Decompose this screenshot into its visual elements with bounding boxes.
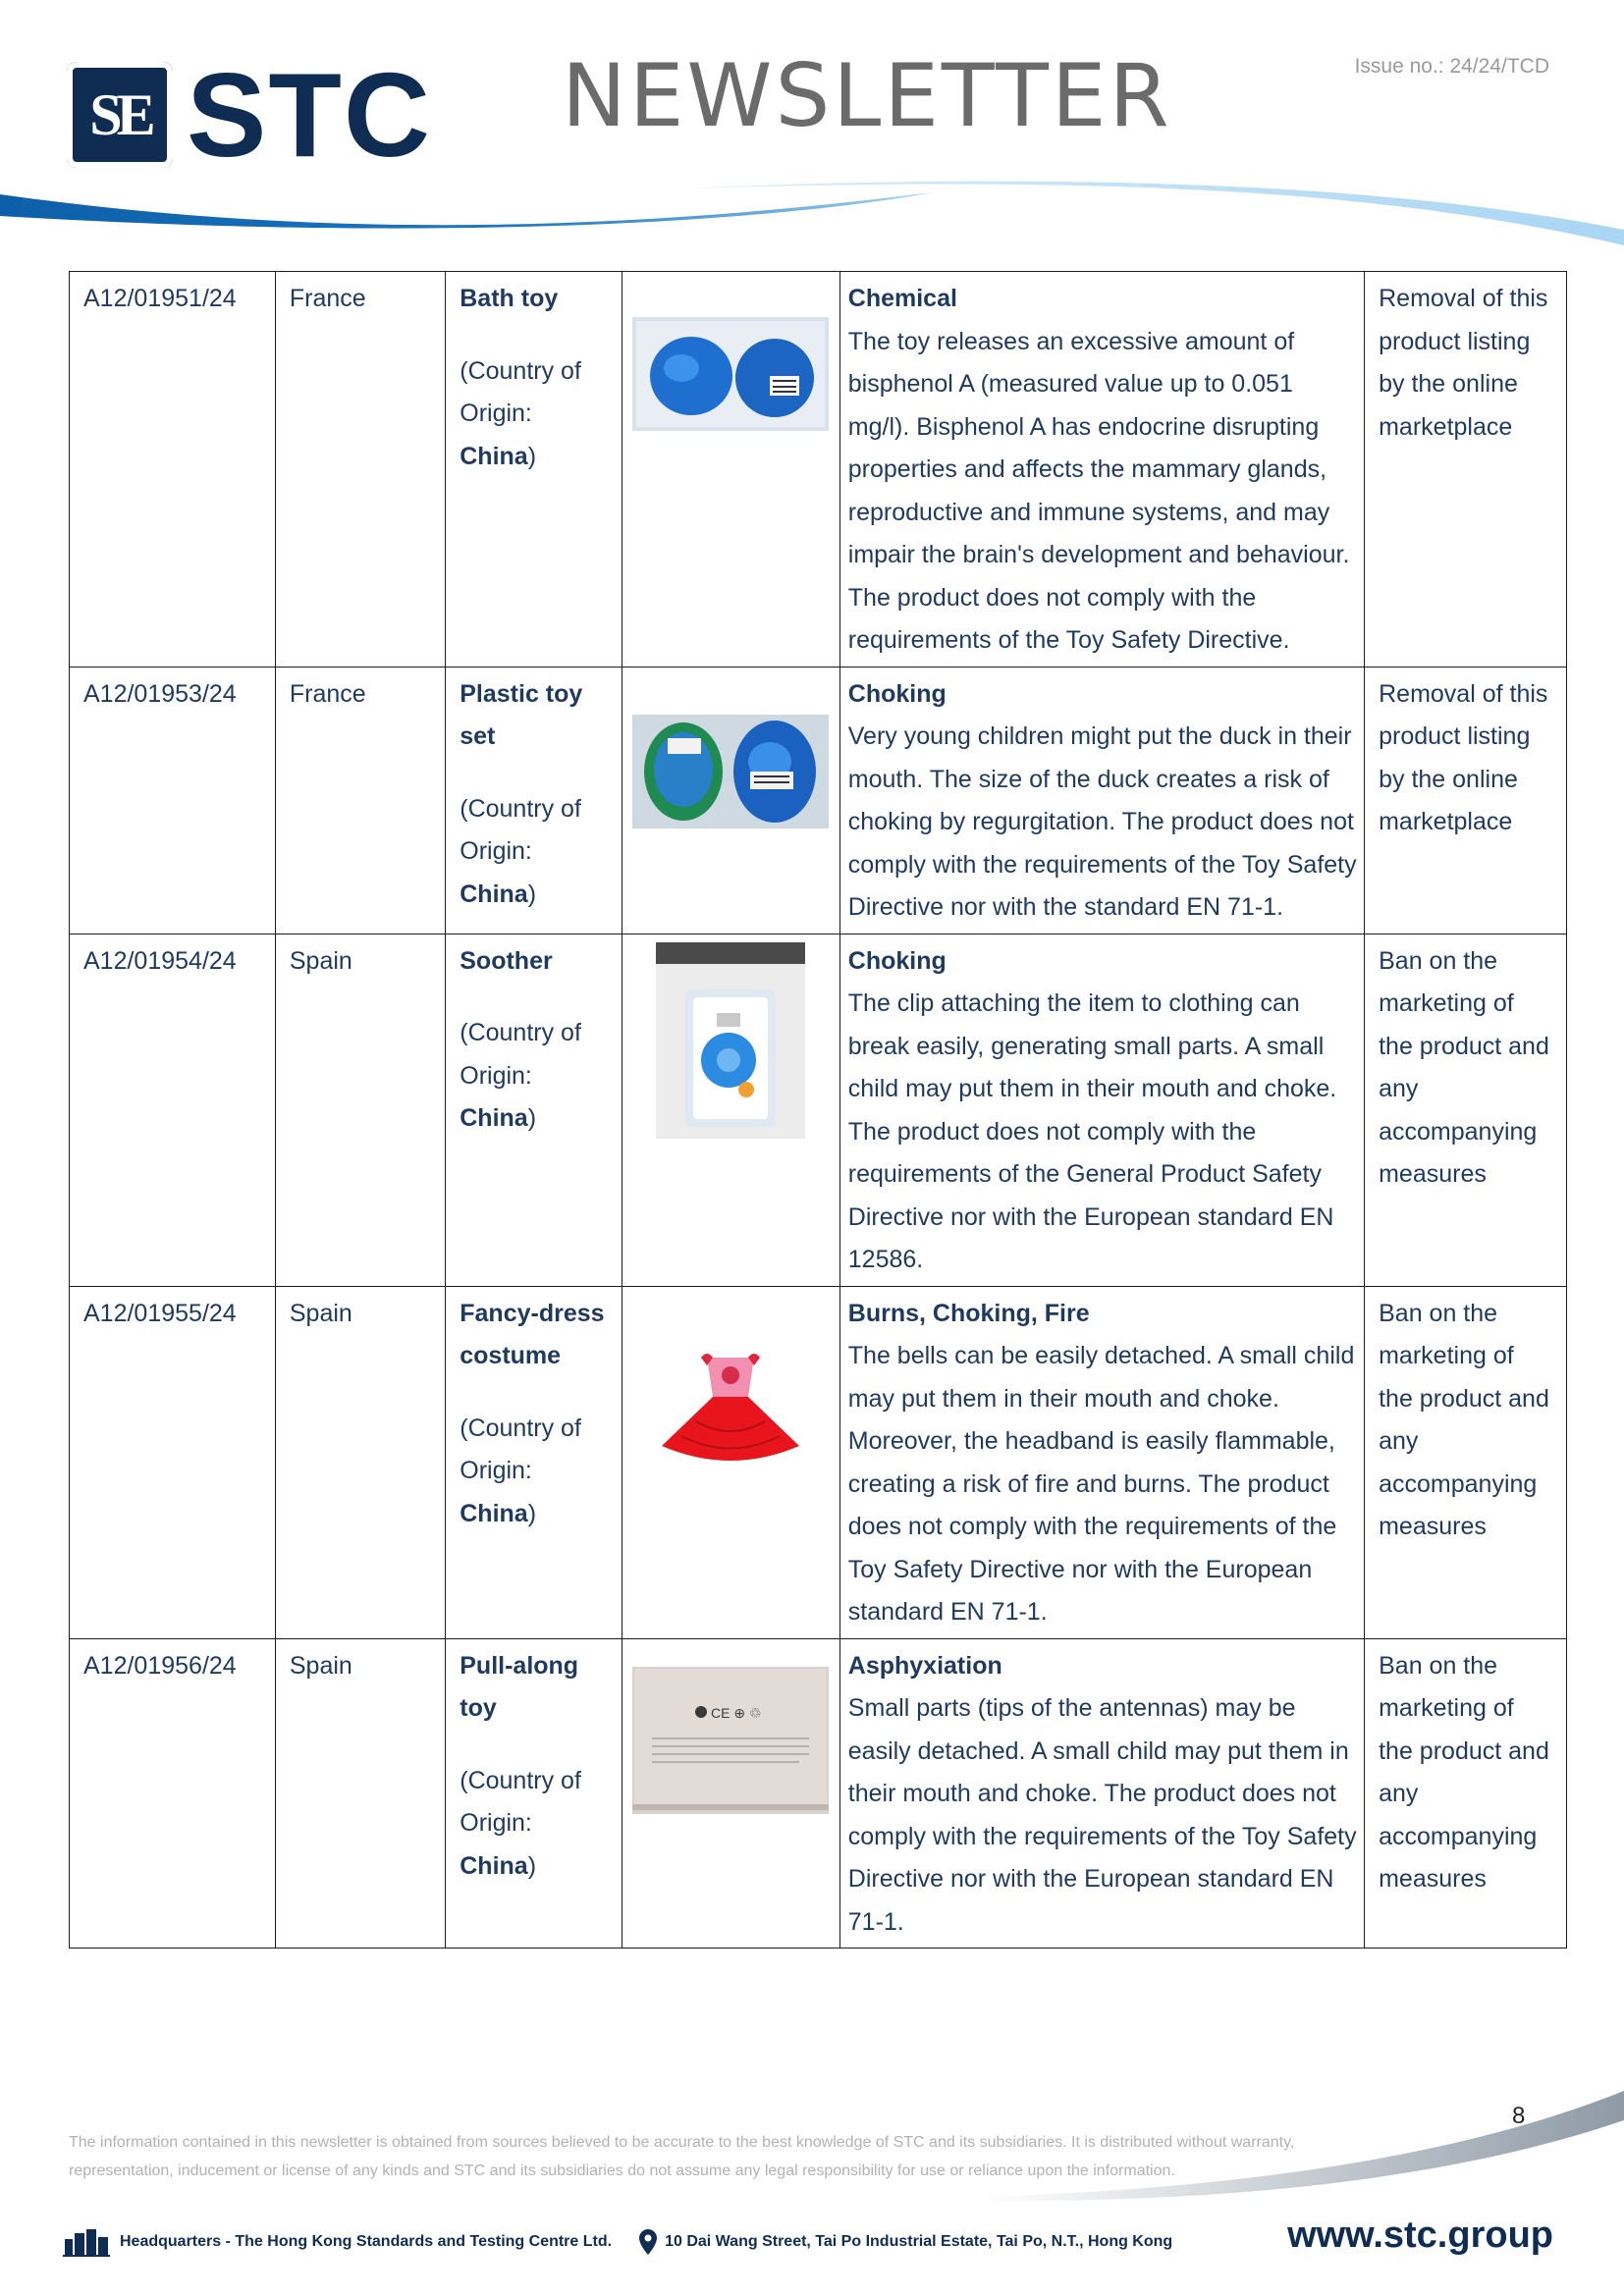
- address-text: 10 Dai Wang Street, Tai Po Industrial Estate, Tai Po, N.T., Hong Kong: [665, 2233, 1173, 2250]
- building-icon: [63, 2227, 110, 2257]
- origin-close: ): [527, 1851, 537, 1880]
- table-row: [70, 667, 1567, 934]
- product-name: Plastic toy set: [460, 679, 583, 750]
- product-cell: [446, 1286, 622, 1638]
- measures-taken: Ban on the marketing of the product and any accompanying measures: [1365, 1286, 1567, 1638]
- notifying-country: France: [275, 272, 445, 667]
- photo-cell: [622, 667, 839, 934]
- risk-type: Asphyxiation: [847, 1651, 1002, 1680]
- reference-number: A12/01955/24: [70, 1286, 276, 1638]
- measures-taken: Removal of this product listing by the online marketplace: [1365, 272, 1567, 667]
- product-cell: [446, 1638, 622, 1949]
- measures-taken: Ban on the marketing of the product and any accompanying measures: [1365, 1638, 1567, 1949]
- red-tutu-dress-photo-icon: [652, 1348, 809, 1475]
- table-row: [70, 1638, 1567, 1949]
- measures-taken: Removal of this product listing by the online marketplace: [1365, 667, 1567, 934]
- soother-clip-package-photo-icon: [656, 942, 805, 1139]
- reference-number: A12/01951/24: [70, 272, 276, 667]
- logo-wordmark: STC: [187, 48, 432, 182]
- pull-along-toy-label-photo-icon: [632, 1667, 829, 1814]
- table-row: [70, 272, 1567, 667]
- reference-number: A12/01956/24: [70, 1638, 276, 1949]
- stc-logo-mark-icon: [67, 62, 173, 168]
- origin-country: China: [460, 880, 528, 908]
- table-row: [70, 934, 1567, 1286]
- origin-close: ): [527, 442, 537, 470]
- origin-country: China: [460, 1499, 528, 1527]
- product-name: Fancy-dress costume: [460, 1299, 605, 1369]
- risk-type: Choking: [847, 679, 947, 708]
- reference-number: A12/01954/24: [70, 934, 276, 1286]
- headquarters-text: Headquarters - The Hong Kong Standards and Testing Centre Ltd.: [120, 2233, 613, 2250]
- origin-country: China: [460, 1851, 528, 1880]
- origin-label: (Country of Origin:: [460, 1766, 581, 1837]
- risk-cell: [839, 1638, 1364, 1949]
- page-number: 8: [1512, 2103, 1526, 2129]
- risk-cell: [839, 667, 1364, 934]
- product-cell: [446, 667, 622, 934]
- risk-type: Chemical: [847, 285, 957, 312]
- risk-cell: [839, 934, 1364, 1286]
- origin-label: (Country of Origin:: [460, 794, 581, 865]
- product-cell: [446, 272, 622, 667]
- location-pin-icon: [639, 2229, 657, 2255]
- measures-taken: Ban on the marketing of the product and any accompanying measures: [1365, 934, 1567, 1286]
- risk-cell: [839, 1286, 1364, 1638]
- svg-text:CE ⊕ ♲: CE ⊕ ♲: [711, 1704, 762, 1721]
- reference-number: A12/01953/24: [70, 667, 276, 934]
- issue-number: Issue no.: 24/24/TCD: [1354, 55, 1549, 78]
- photo-cell: [622, 272, 839, 667]
- notifying-country: Spain: [275, 1286, 445, 1638]
- photo-cell: [622, 1286, 839, 1638]
- origin-label: (Country of Origin:: [460, 356, 581, 427]
- risk-type: Burns, Choking, Fire: [847, 1299, 1090, 1327]
- origin-close: ): [527, 1104, 537, 1132]
- logo-mark-letters: SE: [89, 82, 150, 147]
- table-row: [70, 1286, 1567, 1638]
- plastic-toy-set-bags-photo-icon: [632, 715, 829, 828]
- notifying-country: France: [275, 667, 445, 934]
- photo-cell: [622, 1638, 839, 1949]
- notifying-country: Spain: [275, 1638, 445, 1949]
- notifying-country: Spain: [275, 934, 445, 1286]
- blue-bath-toy-packets-photo-icon: [632, 317, 829, 431]
- risk-description: The clip attaching the item to clothing can break easily, generating small parts. A small child may put them in their mouth and choke. The product does not comply with the requirements of the General Product Safety Directive nor with the European standard EN 12586.: [847, 989, 1337, 1273]
- photo-cell: [622, 934, 839, 1286]
- risk-type: Choking: [847, 946, 947, 975]
- risk-description: Small parts (tips of the antennas) may be easily detached. A small child may put them in their mouth and choke. The product does not comply with the requirements of the Toy Safety Directive nor with the European standard EN 71-1.: [847, 1694, 1357, 1936]
- newsletter-title: NEWSLETTER: [562, 45, 1172, 146]
- product-name: Pull-along toy: [460, 1651, 579, 1722]
- website-link[interactable]: www.stc.group: [1287, 2215, 1553, 2256]
- origin-country: China: [460, 442, 528, 470]
- recall-table: [69, 271, 1567, 1949]
- risk-description: The bells can be easily detached. A small child may put them in their mouth and choke. Moreover, the headband is easily flammable, creating a risk of fire and burns. The product does not comply with the requirements of the Toy Safety Directive nor with the European standard EN 71-1.: [847, 1342, 1355, 1626]
- origin-close: ): [527, 1499, 537, 1527]
- stc-logo: [67, 48, 432, 182]
- origin-close: ): [527, 880, 537, 908]
- header-swoosh-decoration: [0, 177, 1624, 255]
- origin-country: China: [460, 1104, 528, 1132]
- product-name: Bath toy: [460, 285, 559, 312]
- risk-cell: [839, 272, 1364, 667]
- product-name: Soother: [460, 946, 553, 975]
- product-cell: [446, 934, 622, 1286]
- risk-description: The toy releases an excessive amount of bisphenol A (measured value up to 0.051 mg/l). Bisphenol A has endocrine disrupting properties and affects the mammary glands, reproductive and immune systems, and may impair the brain's development and behaviour. The product does not comply with the requirements of the Toy Safety Directive.: [847, 327, 1350, 654]
- risk-description: Very young children might put the duck in their mouth. The size of the duck creates a risk of choking by regurgitation. The product does not comply with the requirements of the Toy Safety Directive nor with the standard EN 71-1.: [847, 722, 1357, 921]
- origin-label: (Country of Origin:: [460, 1019, 581, 1090]
- disclaimer-text: The information contained in this newsletter is obtained from sources believed to be accurate to the best knowledge of STC and its subsidiaries. It is distributed without warranty, representation, inducement or license of any kinds and STC and its subsidiaries do not assume any legal responsibility for use or reliance upon the information.: [69, 2134, 1295, 2179]
- origin-label: (Country of Origin:: [460, 1414, 581, 1484]
